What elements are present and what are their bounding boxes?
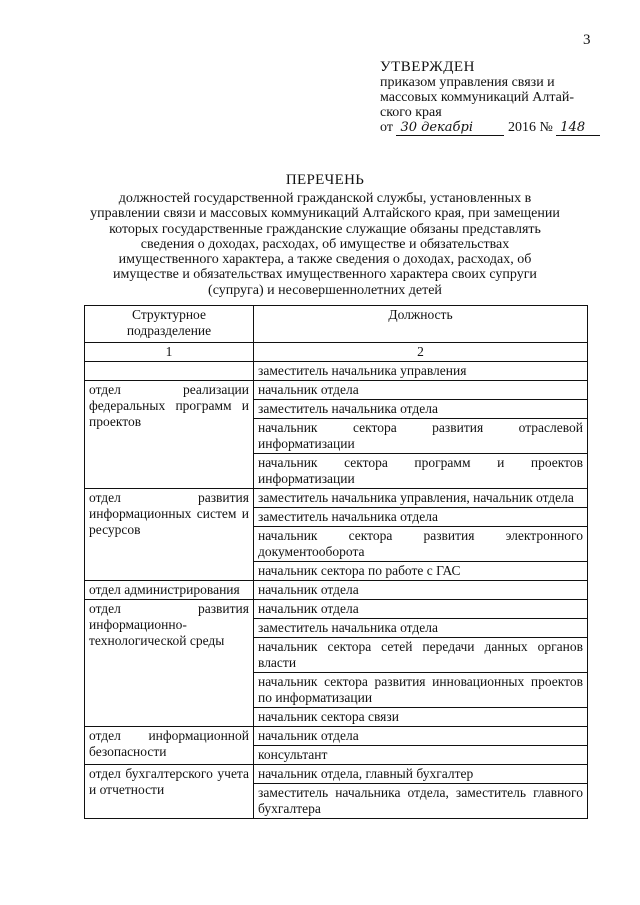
position-cell: заместитель начальника отдела xyxy=(254,619,588,638)
approval-title: УТВЕРЖДЕН xyxy=(380,59,475,75)
table-row xyxy=(85,765,588,784)
column-number: 1 xyxy=(85,343,254,362)
column-number: 2 xyxy=(254,343,588,362)
positions-table xyxy=(84,305,588,819)
unit-cell: отдел бухгалтерского учета и отчетности xyxy=(85,765,254,819)
table-row xyxy=(85,489,588,508)
position-cell: начальник сектора сетей передачи данных органов власти xyxy=(254,638,588,673)
position-cell: начальник сектора развития инновационных проектов по информатизации xyxy=(254,673,588,708)
handwritten-date: 30 декабрі xyxy=(396,120,504,136)
position-cell: начальник сектора развития электронного документооборота xyxy=(254,527,588,562)
position-cell: заместитель начальника отдела, заместитель главного бухгалтера xyxy=(254,784,588,819)
position-cell: начальник сектора развития отраслевой информатизации xyxy=(254,419,588,454)
approval-date-line xyxy=(380,120,605,136)
position-cell: начальник сектора программ и проектов информатизации xyxy=(254,454,588,489)
position-cell: заместитель начальника отдела xyxy=(254,508,588,527)
document-heading xyxy=(90,172,560,298)
table-row xyxy=(85,581,588,600)
position-cell: начальник сектора по работе с ГАС xyxy=(254,562,588,581)
unit-cell: отдел развития информационных систем и ресурсов xyxy=(85,489,254,581)
date-prefix: от xyxy=(380,120,393,135)
table-header-row xyxy=(85,306,588,343)
document-subtitle: должностей государственной гражданской службы, установленных в управлении связи и массовых коммуникаций Алтайского края, при замещении которых государственные гражданские служащие обязаны представлять сведения о доходах, расходах, об имуществе и обязательствах имущественного характера, а также сведения о доходах, расходах, об имуществе и обязательствах имущественного характера своих супруги (супруга) и несовершеннолетних детей xyxy=(90,191,560,298)
position-cell: начальник отдела xyxy=(254,600,588,619)
unit-cell xyxy=(85,362,254,381)
approval-line: приказом управления связи и xyxy=(380,75,555,90)
position-cell: начальник отдела xyxy=(254,581,588,600)
handwritten-number: 148 xyxy=(556,120,600,136)
document-title: ПЕРЕЧЕНЬ xyxy=(285,172,365,188)
approval-line: ского края xyxy=(380,105,442,120)
approval-block xyxy=(380,60,605,136)
table-row xyxy=(85,727,588,746)
position-cell: заместитель начальника управления xyxy=(254,362,588,381)
position-cell: заместитель начальника отдела xyxy=(254,400,588,419)
unit-cell: отдел развития информационно-технологической среды xyxy=(85,600,254,727)
position-cell: начальник отдела, главный бухгалтер xyxy=(254,765,588,784)
position-cell: начальник отдела xyxy=(254,727,588,746)
header-position: Должность xyxy=(254,306,588,343)
position-cell: заместитель начальника управления, начальник отдела xyxy=(254,489,588,508)
unit-cell: отдел информационной безопасности xyxy=(85,727,254,765)
approval-line: массовых коммуникаций Алтай- xyxy=(380,90,574,105)
table-row xyxy=(85,381,588,400)
position-cell: консультант xyxy=(254,746,588,765)
unit-cell: отдел администрирования xyxy=(85,581,254,600)
header-unit: Структурное подразделение xyxy=(85,306,254,343)
year: 2016 xyxy=(507,120,536,135)
table-row xyxy=(85,600,588,619)
table-row xyxy=(85,362,588,381)
position-cell: начальник отдела xyxy=(254,381,588,400)
unit-cell: отдел реализации федеральных программ и проектов xyxy=(85,381,254,489)
number-sign: № xyxy=(539,120,553,135)
column-number-row xyxy=(85,343,588,362)
approval-order-text xyxy=(380,75,605,120)
position-cell: начальник сектора связи xyxy=(254,708,588,727)
page-number: 3 xyxy=(583,32,591,48)
